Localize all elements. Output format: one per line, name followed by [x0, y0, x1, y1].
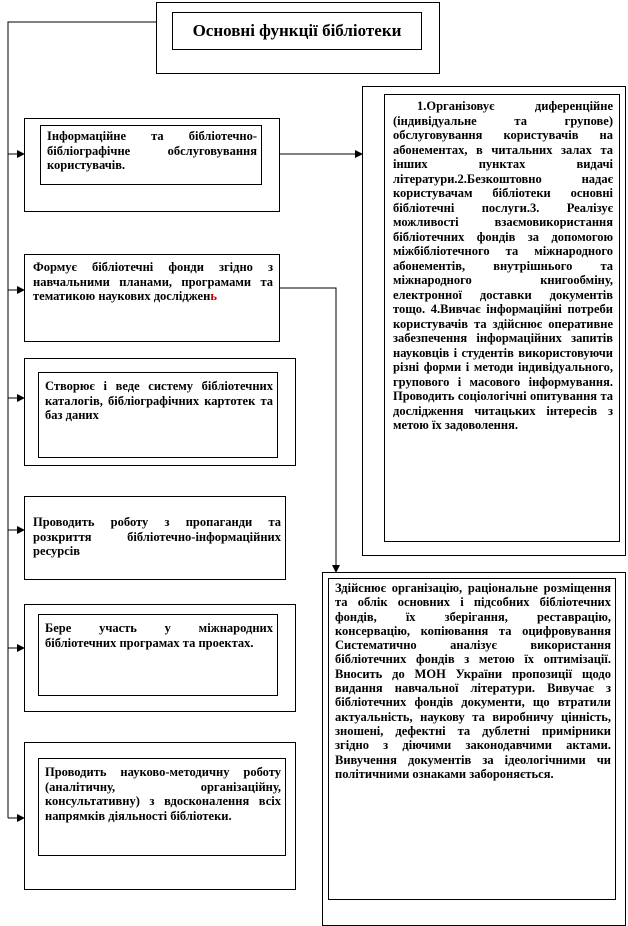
right-box-2-text: Здійснює організацію, раціональне розміщення та облік основних і підсобних бібліотечних фондів, їх зберігання, реставрацію, консервацію, копіювання та оцифровування Систематично аналізує використання бібліотечних фондів з метою їх оптимізації. Вносить до МОН України пропозиції щодо видання навчальної літератури. Вивучає з бібліотечних фондів документи, що втратили актуальність, наукову та виробничу цінність, зношені, дефектні та дублетні примірники згідно з діючими законодавчими актами. Вивучення документів за ідеологічними чи політичними ознаками забороняється. [335, 581, 611, 781]
right-box-1-text: 1.Організовує диференційне (індивідуальне та групове) обслуговування користувачів на абонементах, в читальних залах та інших пунктах видачі літератури.2.Безкоштовно надає користувачам бібліотеки основні бібліотечні послуги.3. Реалізує можливості взаємовикористання бібліотечних фондів за допомогою міжбібліотечного та міжнародного абонементів, внутрішнього та міжнародного книгообміну, електронної доставки документів тощо. 4.Вивчає інформаційні потреби користувачів та здійснює оперативне забезпечення інформаційних запитів науковців і студентів використовуючи різні форми і методи індивідуального, групового і масового інформування. Проводить соціологічні опитування та дослідження читацьких інтересів з метою їх задоволення. [393, 99, 613, 432]
left-box-1-text: Інформаційне та бібліотечно-бібліографічне обслуговування користувачів. [47, 129, 257, 172]
left-box-1 [40, 125, 262, 185]
left-box-6 [38, 758, 286, 856]
left-box-4-text: Проводить роботу з пропаганди та розкриття бібліотечно-інформаційних ресурсів [33, 515, 281, 558]
left-box-5-text: Бере участь у міжнародних бібліотечних програмах та проектах. [45, 621, 273, 650]
left-box-6-text: Проводить науково-методичну роботу (аналітичну, організаційну, консультативну) з вдосконалення всіх напрямків діяльності бібліотеки. [45, 765, 281, 823]
left-box-4 [24, 496, 286, 580]
left-box-2-main-text: Формує бібліотечні фонди згідно з навчальними планами, програмами та тематикою наукових досліджен [33, 260, 273, 303]
left-box-5 [38, 614, 278, 696]
right-box-1 [384, 94, 620, 542]
right-box-2 [328, 578, 616, 900]
left-box-3-text: Створює і веде систему бібліотечних каталогів, бібліографічних картотек та баз даних [45, 379, 273, 422]
left-box-3 [38, 372, 278, 458]
left-box-2-tail-letter: ь [210, 289, 217, 303]
left-box-2 [24, 254, 280, 342]
left-box-2-text [33, 260, 273, 304]
diagram-title: Основні функції бібліотеки [192, 20, 402, 40]
title-box [172, 12, 422, 50]
